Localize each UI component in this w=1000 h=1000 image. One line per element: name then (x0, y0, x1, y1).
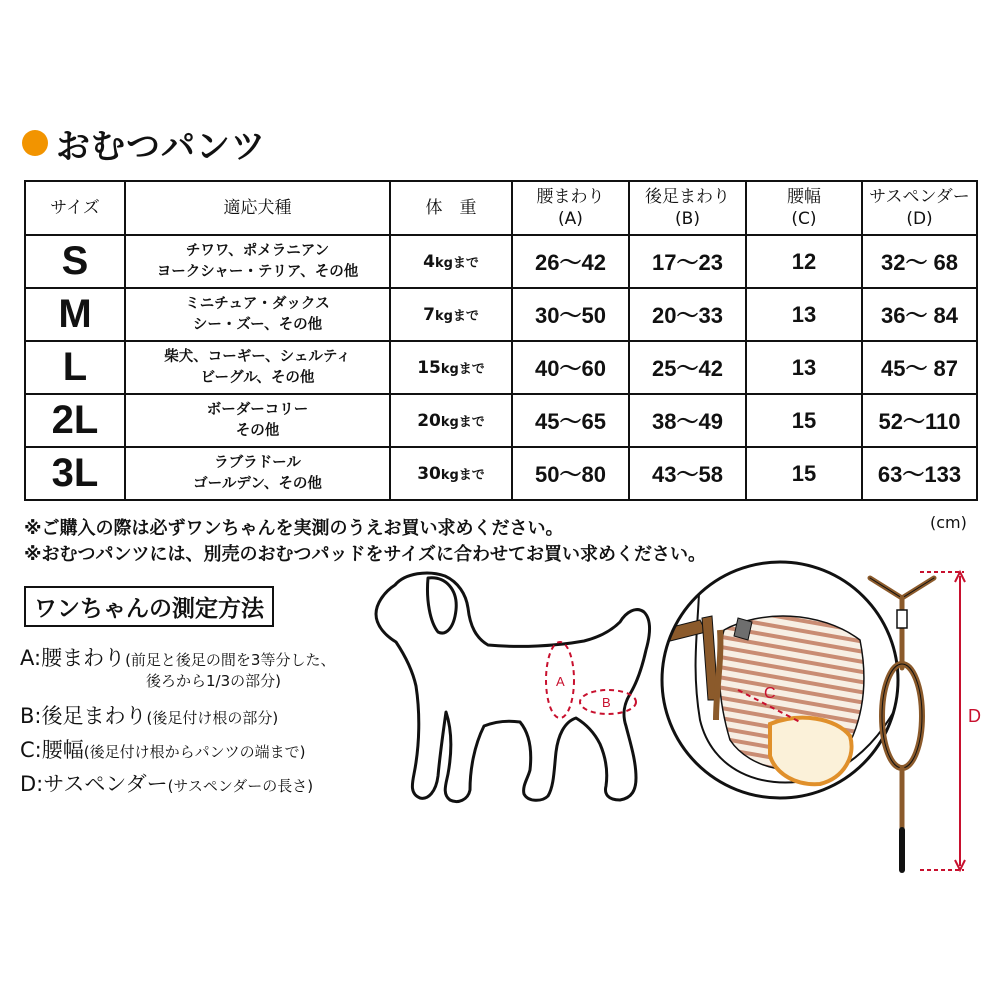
dog-illustration (376, 573, 650, 802)
cell-size: M (25, 288, 125, 341)
cell-suspender: 63～133 (862, 447, 977, 500)
header-suspender: サスペンダー (D) (862, 181, 977, 235)
cell-breed: 柴犬、コーギー、シェルティ ビーグル、その他 (125, 341, 390, 394)
cell-breed: ミニチュア・ダックス シー・ズー、その他 (125, 288, 390, 341)
cell-hind: 25～42 (629, 341, 746, 394)
label-a: A (556, 674, 565, 689)
label-b: B (602, 695, 611, 710)
cell-hind: 20～33 (629, 288, 746, 341)
diaper-closeup (660, 560, 900, 798)
cell-waist: 50～80 (512, 447, 629, 500)
cell-breed: ラブラドール ゴールデン、その他 (125, 447, 390, 500)
cell-suspender: 45～ 87 (862, 341, 977, 394)
cell-breed: ボーダーコリー その他 (125, 394, 390, 447)
cell-waist: 26～42 (512, 235, 629, 288)
header-weight: 体 重 (390, 181, 512, 235)
header-size: サイズ (25, 181, 125, 235)
cell-suspender: 52～110 (862, 394, 977, 447)
cell-size: S (25, 235, 125, 288)
cell-weight: 30kgまで (390, 447, 512, 500)
method-item-a: A:腰まわり(前足と後足の間を3等分した、 (20, 646, 336, 670)
cell-width: 12 (746, 235, 862, 288)
measure-d-line (920, 572, 965, 870)
cell-waist: 45～65 (512, 394, 629, 447)
label-c: C (764, 685, 776, 702)
cell-hind: 43～58 (629, 447, 746, 500)
cell-weight: 15kgまで (390, 341, 512, 394)
title-text: おむつパンツ (56, 126, 266, 167)
cell-width: 15 (746, 447, 862, 500)
header-breed: 適応犬種 (125, 181, 390, 235)
cell-breed: チワワ、ポメラニアン ヨークシャー・テリア、その他 (125, 235, 390, 288)
cell-size: L (25, 341, 125, 394)
method-item-b: B:後足まわり(後足付け根の部分) (20, 704, 279, 728)
unit-label: (cm) (930, 513, 967, 532)
header-waist: 腰まわり (A) (512, 181, 629, 235)
cell-hind: 38～49 (629, 394, 746, 447)
header-width: 腰幅 (C) (746, 181, 862, 235)
note-line-2: ※おむつパンツには、別売のおむつパッドをサイズに合わせてお買い求めください。 (24, 544, 707, 565)
header-hind: 後足まわり (B) (629, 181, 746, 235)
cell-waist: 30～50 (512, 288, 629, 341)
cell-size: 3L (25, 447, 125, 500)
method-item-a-cont: 後ろから1/3の部分) (146, 672, 281, 690)
note-line-1: ※ご購入の際は必ずワンちゃんを実測のうえお買い求めください。 (24, 518, 564, 539)
method-item-d: D:サスペンダー(サスペンダーの長さ) (20, 772, 314, 796)
cell-suspender: 36～ 84 (862, 288, 977, 341)
method-heading: ワンちゃんの測定方法 (24, 586, 274, 627)
cell-width: 15 (746, 394, 862, 447)
cell-hind: 17～23 (629, 235, 746, 288)
cell-size: 2L (25, 394, 125, 447)
label-d: D (968, 706, 981, 726)
method-item-c: C:腰幅(後足付け根からパンツの端まで) (20, 738, 306, 762)
cell-suspender: 32～ 68 (862, 235, 977, 288)
cell-weight: 7kgまで (390, 288, 512, 341)
cell-width: 13 (746, 288, 862, 341)
cell-weight: 20kgまで (390, 394, 512, 447)
cell-waist: 40～60 (512, 341, 629, 394)
cell-width: 13 (746, 341, 862, 394)
cell-weight: 4kgまで (390, 235, 512, 288)
